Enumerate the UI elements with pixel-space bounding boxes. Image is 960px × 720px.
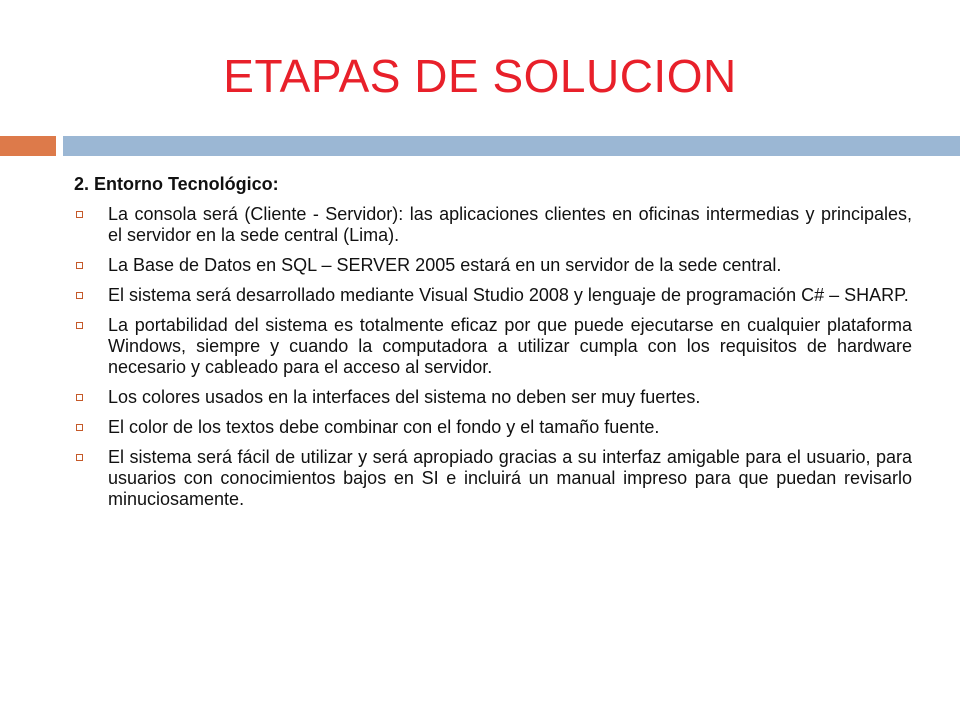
square-bullet-icon <box>76 394 83 401</box>
bullet-text: La consola será (Cliente - Servidor): las aplicaciones clientes en oficinas intermedias y principales, el servidor en la sede central (Lima). <box>108 204 912 245</box>
bullet-item <box>74 204 912 246</box>
bullet-item <box>74 315 912 378</box>
bullet-item <box>74 285 912 306</box>
square-bullet-icon <box>76 211 83 218</box>
square-bullet-icon <box>76 424 83 431</box>
bullet-item <box>74 255 912 276</box>
accent-bar-orange <box>0 136 56 156</box>
bullet-text: El sistema será fácil de utilizar y será apropiado gracias a su interfaz amigable para el usuario, para usuarios con conocimientos bajos en SI e incluirá un manual impreso para que puedan revisarlo minuciosamente. <box>108 447 912 509</box>
square-bullet-icon <box>76 292 83 299</box>
bullet-item <box>74 417 912 438</box>
bullet-item <box>74 447 912 510</box>
accent-bar-blue <box>63 136 960 156</box>
section-heading: 2. Entorno Tecnológico: <box>74 174 279 194</box>
bullet-text: La Base de Datos en SQL – SERVER 2005 estará en un servidor de la sede central. <box>108 255 782 275</box>
bullet-item <box>74 387 912 408</box>
bullet-list <box>74 204 912 510</box>
bullet-text: Los colores usados en la interfaces del sistema no deben ser muy fuertes. <box>108 387 701 407</box>
square-bullet-icon <box>76 262 83 269</box>
bullet-text: La portabilidad del sistema es totalmente eficaz por que puede ejecutarse en cualquier plataforma Windows, siempre y cuando la computadora a utilizar cumpla con los requisitos de hardware necesario y cableado para el acceso al servidor. <box>108 315 912 377</box>
square-bullet-icon <box>76 454 83 461</box>
slide-title: ETAPAS DE SOLUCION <box>223 50 737 102</box>
bullet-text: El sistema será desarrollado mediante Visual Studio 2008 y lenguaje de programación C# – SHARP. <box>108 285 909 305</box>
bullet-text: El color de los textos debe combinar con el fondo y el tamaño fuente. <box>108 417 660 437</box>
square-bullet-icon <box>76 322 83 329</box>
slide-content <box>74 172 912 519</box>
